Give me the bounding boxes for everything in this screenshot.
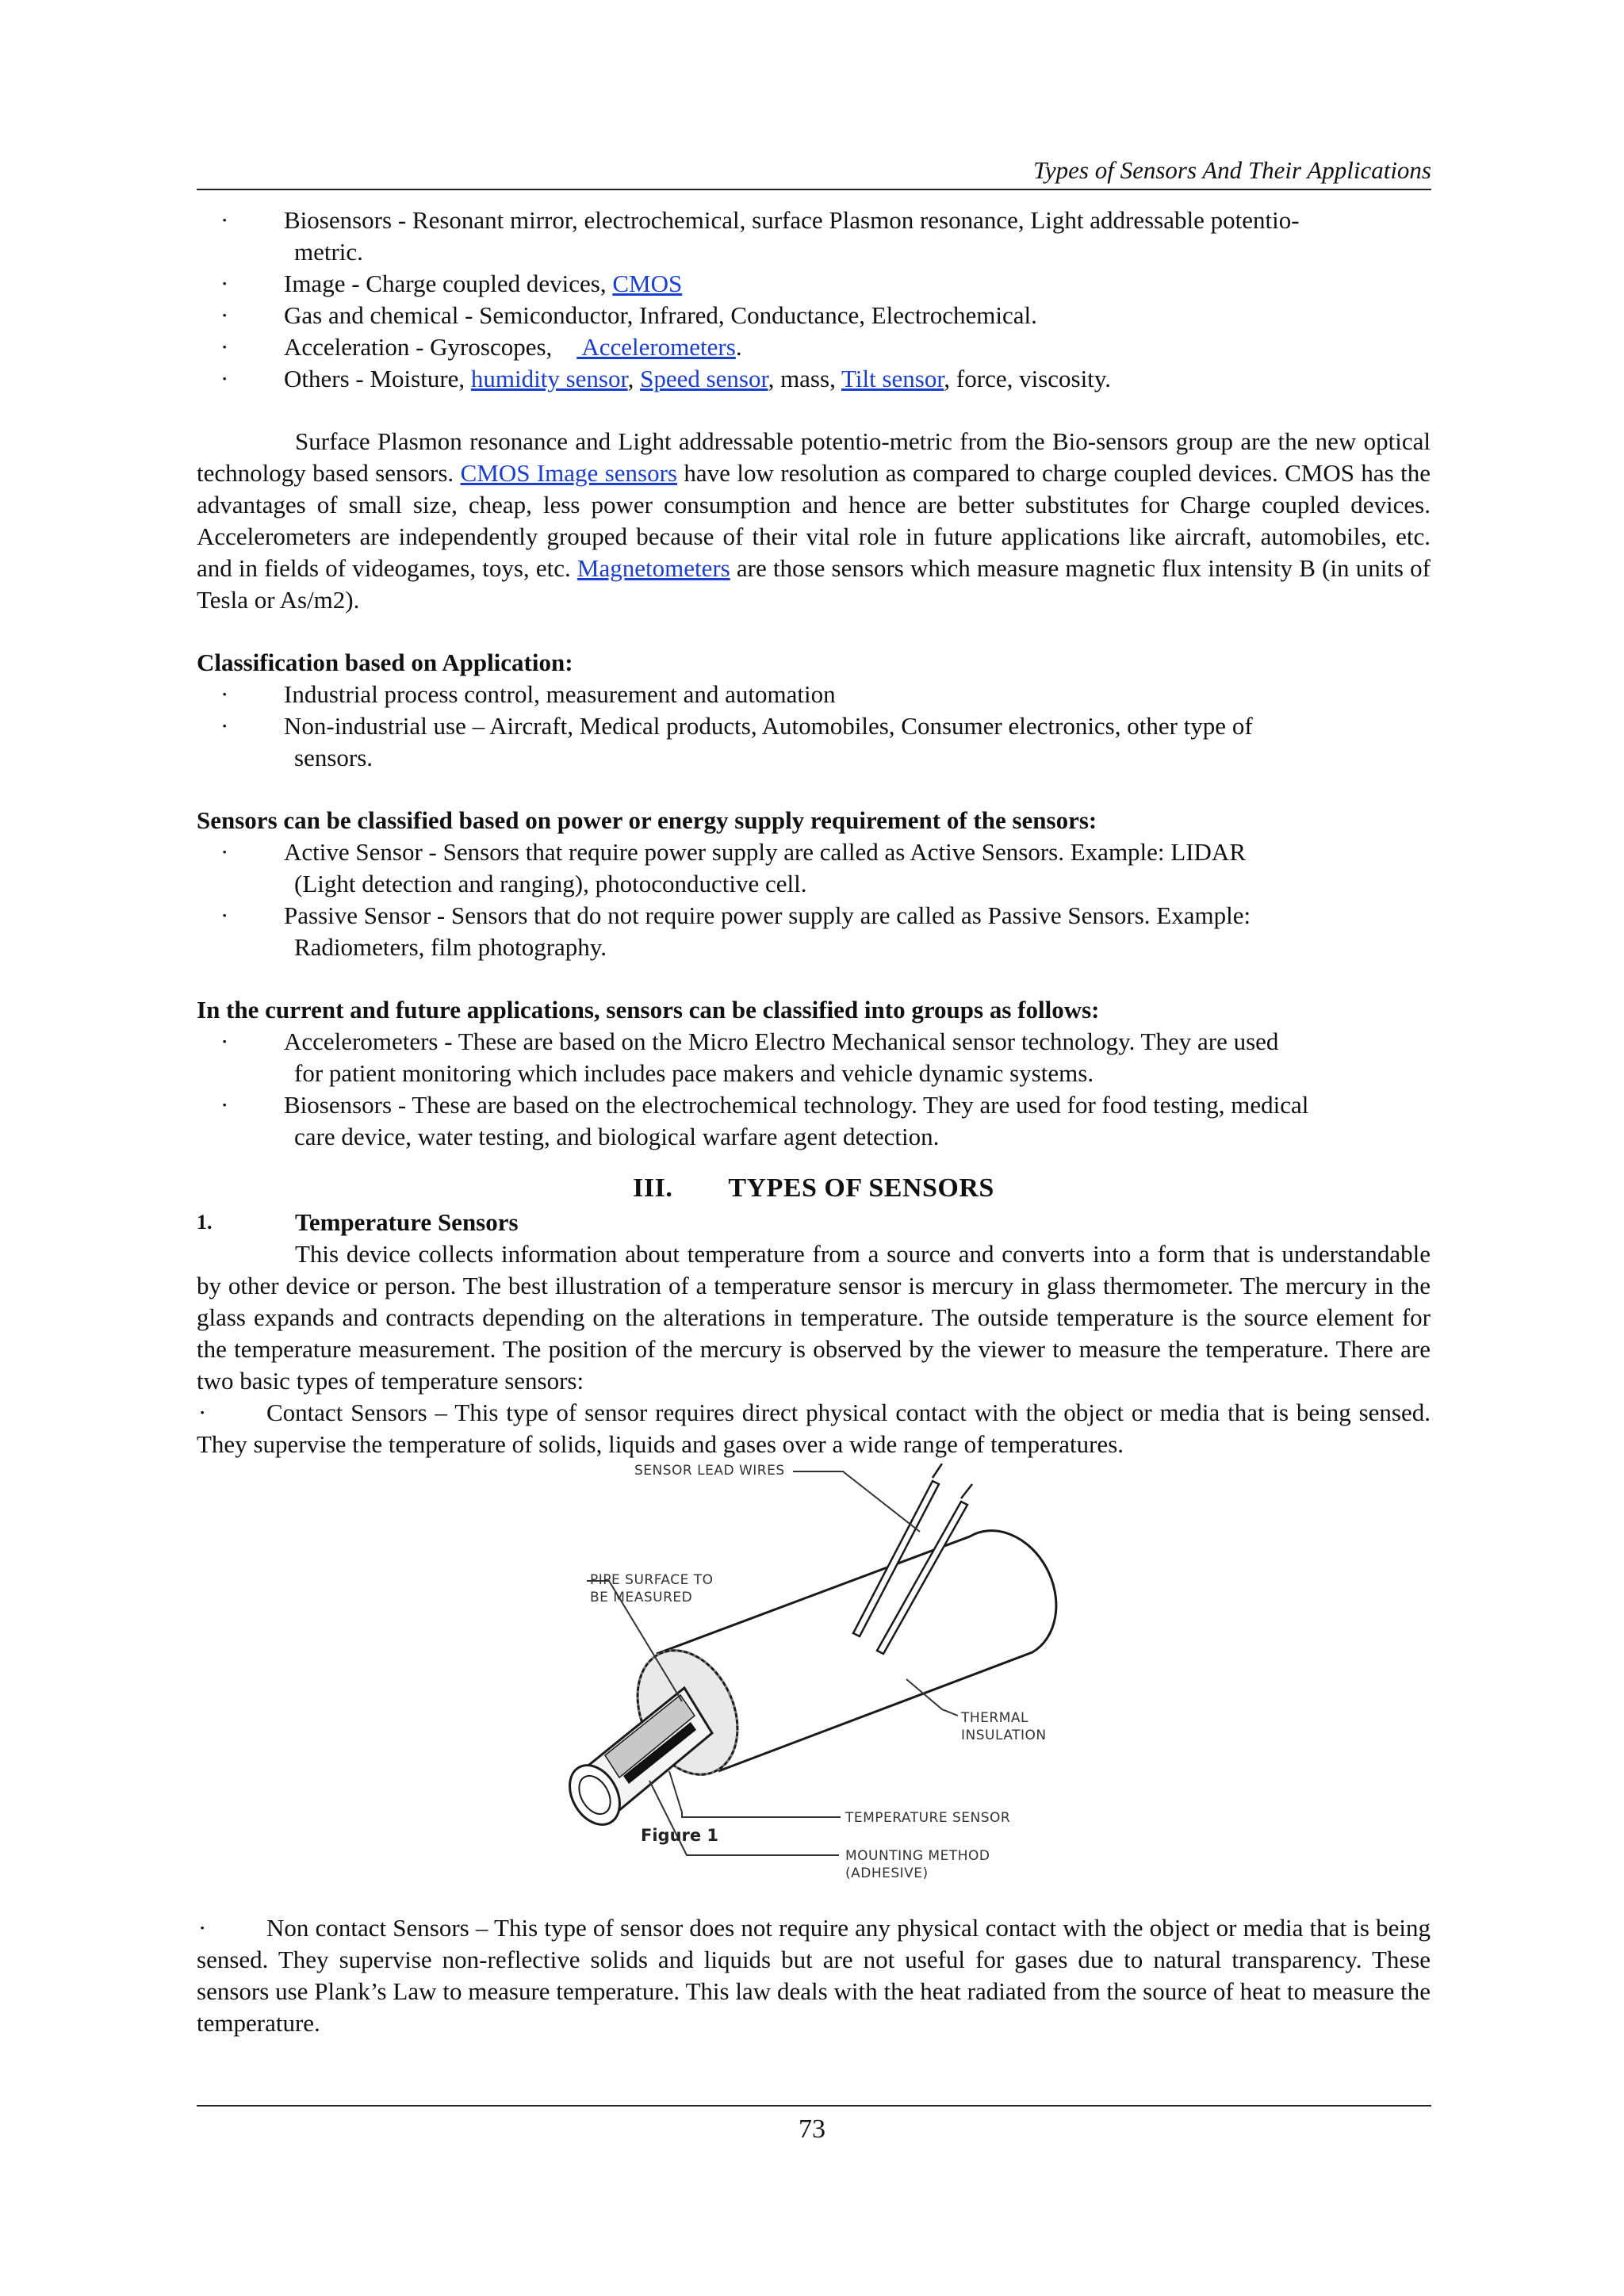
list-item-text: Acceleration - Gyroscopes, bbox=[284, 333, 577, 361]
label-pipe-surface-line1: PIPE SURFACE TO bbox=[590, 1572, 714, 1588]
heading-power: Sensors can be classified based on power or energy supply requirement of the sensors: bbox=[197, 806, 1097, 834]
separator: , mass, bbox=[768, 365, 842, 392]
list-item-text: Accelerometers - These are based on the Micro Electro Mechanical sensor technology. They are used bbox=[284, 1027, 1279, 1055]
page-content bbox=[197, 205, 1431, 2039]
bullet-icon: · bbox=[220, 1091, 229, 1119]
bullet-icon: · bbox=[220, 1027, 229, 1055]
bullet-icon: · bbox=[220, 365, 229, 392]
label-thermal-line1: THERMAL bbox=[961, 1710, 1028, 1726]
list-item-passive-sensor bbox=[197, 900, 1431, 963]
page-number: 73 bbox=[799, 2114, 825, 2144]
paragraph-noncontact-sensors bbox=[197, 1912, 1431, 2039]
link-tilt-sensor[interactable]: Tilt sensor bbox=[841, 365, 944, 392]
paragraph-contact-sensors bbox=[197, 1397, 1431, 1460]
paragraph-temperature: This device collects information about temperature from a source and converts into a form that is understandable by other device or person. The best illustration of a temperature sensor is mercury in glass thermometer. The mercury in the glass expands and contracts depending on the alterations in temperature. The outside temperature is the source element for the temperature measurement. The position of the mercury is observed by the viewer to measure the temperature. There are two basic types of temperature sensors: bbox=[197, 1240, 1431, 1395]
list-item-text: Image - Charge coupled devices, bbox=[284, 270, 613, 297]
spacer bbox=[197, 616, 1431, 647]
list-item-continuation: metric. bbox=[294, 238, 363, 266]
list-item-text-after: . bbox=[735, 333, 742, 361]
list-item-accelerometers bbox=[197, 1026, 1431, 1089]
figure-temperature-sensor bbox=[197, 1464, 1431, 1908]
list-item-text: Industrial process control, measurement and automation bbox=[284, 680, 836, 708]
paragraph-text: have low resolution as compared to charge coupled devices. CMOS has the advantages of small size, cheap, less power consumption and hence are better substitutes for Charge coupled devices. Accelerometers are independently grouped because of their vital role in future applications like aircraft, automobiles, etc. and in fields of videogames, toys, etc. bbox=[197, 459, 1431, 582]
list-item-text: Non-industrial use – Aircraft, Medical products, Automobiles, Consumer electronics, other type of bbox=[284, 712, 1253, 740]
list-item-text-after: , force, viscosity. bbox=[944, 365, 1112, 392]
list-item-text: Active Sensor - Sensors that require power supply are called as Active Sensors. Example: LIDAR bbox=[284, 838, 1246, 866]
spacer bbox=[197, 395, 1431, 426]
section-heading bbox=[197, 1170, 1431, 1207]
list-item-text: Gas and chemical - Semiconductor, Infrared, Conductance, Electrochemical. bbox=[284, 301, 1037, 329]
label-mounting-line1: MOUNTING METHOD bbox=[845, 1848, 990, 1864]
list-item-industrial bbox=[197, 679, 1431, 710]
separator: , bbox=[627, 365, 641, 392]
bullet-icon: · bbox=[220, 270, 229, 297]
label-temperature-sensor: TEMPERATURE SENSOR bbox=[845, 1810, 1011, 1826]
spacer bbox=[197, 963, 1431, 994]
list-item-non-industrial bbox=[197, 710, 1431, 774]
link-humidity-sensor[interactable]: humidity sensor bbox=[470, 365, 628, 392]
paragraph-text: Non contact Sensors – This type of sensor does not require any physical contact with the object or media that is being sensed. They supervise non-reflective solids and liquids but are not useful for gases due to natural transparency. These sensors use Plank’s Law to measure temperature. This law deals with the heat radiated from the source of heat to measure the temperature. bbox=[197, 1914, 1431, 2037]
list-item-text: Passive Sensor - Sensors that do not require power supply are called as Passive Sensors. Example: bbox=[284, 901, 1251, 929]
paragraph-text: Surface Plasmon resonance and Light addressable potentio-metric from the Bio-sensors group are the new optical technology based sensors. bbox=[197, 427, 1431, 487]
paragraph-text: Contact Sensors – This type of sensor requires direct physical contact with the object or media that is being sensed. They supervise the temperature of solids, liquids and gases over a wide range of temperatures. bbox=[197, 1399, 1431, 1458]
list-item-gas bbox=[197, 300, 1431, 331]
bullet-icon: · bbox=[198, 1399, 207, 1426]
subsection-heading bbox=[197, 1207, 1431, 1238]
list-item-text: Biosensors - These are based on the electrochemical technology. They are used for food testing, medical bbox=[284, 1091, 1309, 1119]
list-item-text: Others - Moisture, bbox=[284, 365, 471, 392]
heading-application: Classification based on Application: bbox=[197, 649, 573, 676]
list-item-biosensors bbox=[197, 205, 1431, 268]
spacer bbox=[197, 774, 1431, 805]
figure-illustration bbox=[197, 1464, 1431, 1908]
link-cmos[interactable]: CMOS bbox=[612, 270, 683, 297]
label-sensor-lead-wires: SENSOR LEAD WIRES bbox=[634, 1464, 785, 1479]
label-thermal-line2: INSULATION bbox=[961, 1728, 1047, 1743]
section-title: TYPES OF SENSORS bbox=[728, 1173, 994, 1203]
list-item-others bbox=[197, 363, 1431, 395]
list-item-continuation: (Light detection and ranging), photoconductive cell. bbox=[294, 870, 807, 897]
bullet-icon: · bbox=[220, 712, 229, 740]
section-numeral: III. bbox=[633, 1173, 673, 1203]
link-accelerometers[interactable]: Accelerometers bbox=[576, 333, 736, 361]
label-mounting-line2: (ADHESIVE) bbox=[845, 1866, 929, 1881]
bullet-icon: · bbox=[220, 333, 229, 361]
heading-future: In the current and future applications, sensors can be classified into groups as follows: bbox=[197, 996, 1100, 1024]
running-header: Types of Sensors And Their Applications bbox=[197, 152, 1431, 190]
bullet-icon: · bbox=[220, 206, 229, 234]
bullet-icon: · bbox=[220, 680, 229, 708]
paragraph-optical-sensors bbox=[197, 426, 1431, 616]
bullet-icon: · bbox=[220, 301, 229, 329]
bullet-icon: · bbox=[220, 838, 229, 866]
link-cmos-image-sensors[interactable]: CMOS Image sensors bbox=[460, 459, 677, 487]
bullet-icon: · bbox=[220, 901, 229, 929]
list-item-text: Biosensors - Resonant mirror, electrochemical, surface Plasmon resonance, Light addressable potentio- bbox=[284, 206, 1300, 234]
subsection-title: Temperature Sensors bbox=[295, 1208, 519, 1236]
subsection-number: 1. bbox=[197, 1211, 213, 1234]
list-item-continuation: for patient monitoring which includes pace makers and vehicle dynamic systems. bbox=[294, 1059, 1094, 1087]
bullet-icon: · bbox=[198, 1914, 207, 1942]
list-item-continuation: sensors. bbox=[294, 744, 373, 771]
list-item-acceleration bbox=[197, 331, 1431, 363]
label-pipe-surface-line2: BE MEASURED bbox=[590, 1590, 693, 1605]
list-item-continuation: Radiometers, film photography. bbox=[294, 933, 607, 961]
list-item-biosensors-future bbox=[197, 1089, 1431, 1153]
figure-caption: Figure 1 bbox=[641, 1826, 719, 1845]
link-magnetometers[interactable]: Magnetometers bbox=[576, 554, 730, 582]
list-item-active-sensor bbox=[197, 836, 1431, 900]
list-item-image bbox=[197, 268, 1431, 300]
paragraph-text: are those sensors which measure magnetic flux intensity B (in units of Tesla or As/m2). bbox=[197, 554, 1431, 614]
list-item-continuation: care device, water testing, and biological warfare agent detection. bbox=[294, 1123, 940, 1150]
footer-rule bbox=[197, 2105, 1431, 2107]
link-speed-sensor[interactable]: Speed sensor bbox=[640, 365, 768, 392]
